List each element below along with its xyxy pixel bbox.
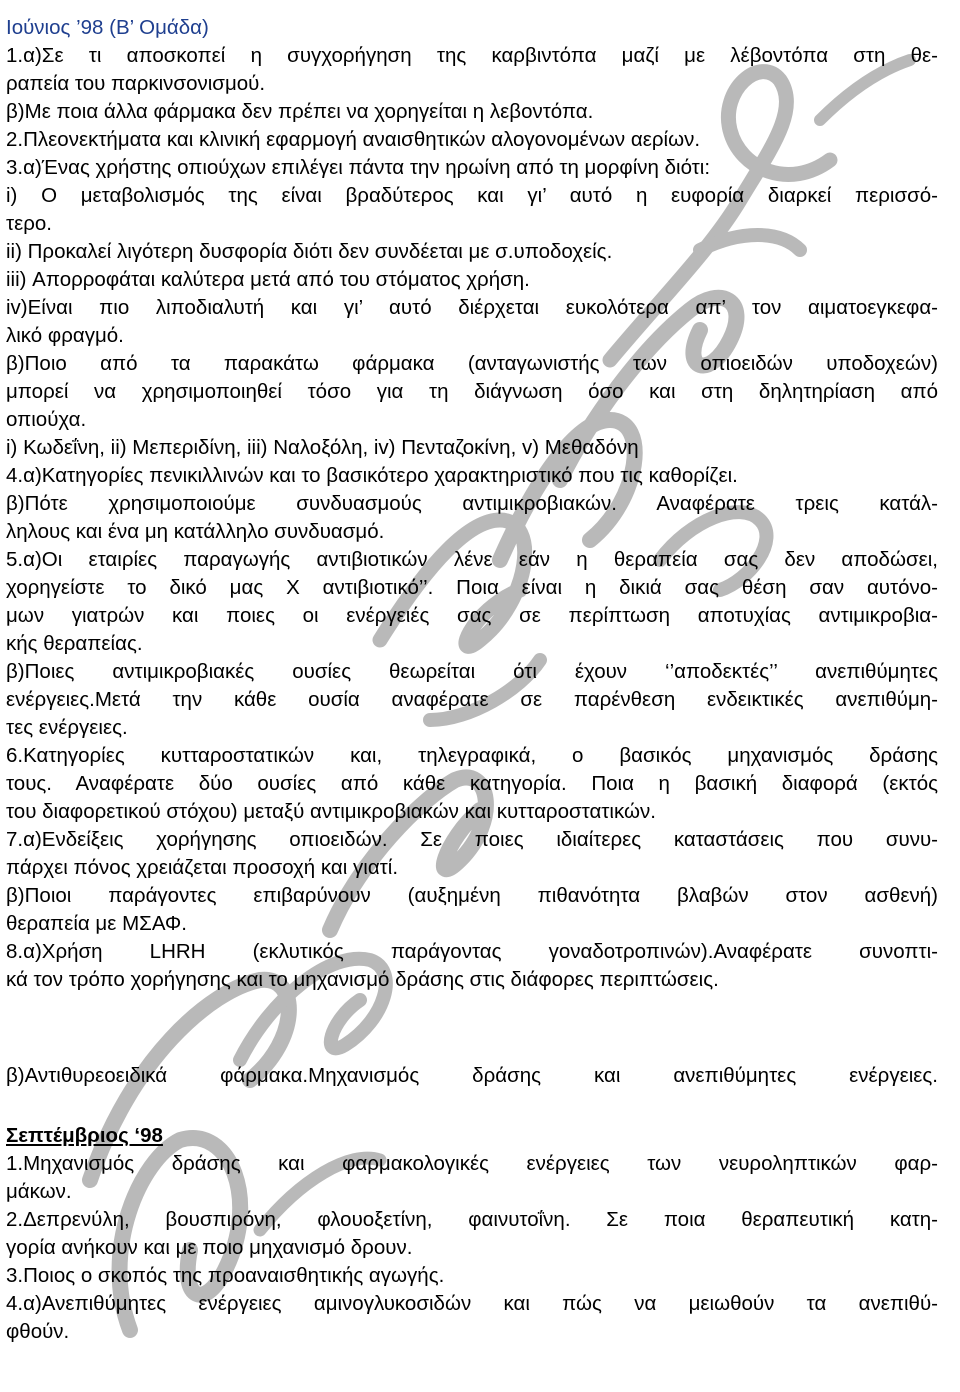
question-line: 4.α)Ανεπιθύμητες ενέργειες αμινογλυκοσιδών και πώς να μειωθούν τα ανεπιθύ-: [6, 1292, 938, 1315]
question-line: ii) Προκαλεί λιγότερη δυσφορία διότι δεν συνδέεται με σ.υποδοχείς.: [6, 240, 613, 263]
question-line: 4.α)Κατηγορίες πενικιλλινών και το βασικότερο χαρακτηριστικό που τις καθορίζει.: [6, 464, 738, 487]
question-line: χορηγείστε το δικό μας Χ αντιβιοτικό’’. Ποια είναι η δικιά σας θέση σαν αυτόνο-: [6, 576, 938, 599]
question-line: του διαφορετικού στόχου) μεταξύ αντιμικροβιακών και κυτταροστατικών.: [6, 800, 656, 823]
question-line: 5.α)Οι εταιρίες παραγωγής αντιβιοτικών λένε εάν η θεραπεία σας δεν αποδώσει,: [6, 548, 938, 571]
question-line: μάκων.: [6, 1180, 72, 1203]
question-line: β)Με ποια άλλα φάρμακα δεν πρέπει να χορηγείται η λεβοντόπα.: [6, 100, 594, 123]
question-line: iii) Απορροφάται καλύτερα μετά από του στόματος χρήση.: [6, 268, 530, 291]
question-line: γορία ανήκουν και με ποιο μηχανισμό δρουν.: [6, 1236, 413, 1259]
question-line: οπιούχα.: [6, 408, 87, 431]
question-line: ληλους και ένα μη κατάλληλο συνδυασμό.: [6, 520, 385, 543]
question-line: τους. Αναφέρατε δύο ουσίες από κάθε κατηγορία. Ποια η βασική διαφορά (εκτός: [6, 772, 938, 795]
question-line: 3.Ποιος ο σκοπός της προαναισθητικής αγωγής.: [6, 1264, 445, 1287]
question-line: 2.Δεπρενύλη, βουσπιρόνη, φλουοξετίνη, φαινυτοΐνη. Σε ποια θεραπευτική κατη-: [6, 1208, 938, 1231]
question-line: 1.Μηχανισμός δράσης και φαρμακολογικές ενέργειες των νευροληπτικών φαρ-: [6, 1152, 938, 1175]
question-line: 3.α)Ένας χρήστης οπιούχων επιλέγει πάντα την ηρωίνη από τη μορφίνη διότι:: [6, 156, 711, 179]
question-line: μπορεί να χρησιμοποιηθεί τόσο για τη διάγνωση όσο και στη δηλητηρίαση από: [6, 380, 938, 403]
question-line: 2.Πλεονεκτήματα και κλινική εφαρμογή αναισθητικών αλογονομένων αερίων.: [6, 128, 701, 151]
question-line: β)Πότε χρησιμοποιούμε συνδυασμούς αντιμικροβιακών. Αναφέρατε τρεις κατάλ-: [6, 492, 938, 515]
question-line: 6.Κατηγορίες κυτταροστατικών και, τηλεγραφικά, ο βασικός μηχανισμός δράσης: [6, 744, 938, 767]
question-line: ραπεία του παρκινσονισμού.: [6, 72, 266, 95]
question-line: i) Ο μεταβολισμός της είναι βραδύτερος και γι’ αυτό η ευφορία διαρκεί περισσό-: [6, 184, 938, 207]
question-line: μων γιατρών και ποιες οι ενέργειές σας σε περίπτωση αποτυχίας αντιμικροβια-: [6, 604, 938, 627]
section-title-june-98: Ιούνιος ’98 (Β’ Ομάδα): [6, 16, 209, 39]
question-line: iv)Είναι πιο λιποδιαλυτή και γι’ αυτό διέρχεται ευκολότερα απ’ τον αιματοεγκεφα-: [6, 296, 938, 319]
question-line: 7.α)Ενδείξεις χορήγησης οπιοειδών. Σε ποιες ιδιαίτερες καταστάσεις που συνυ-: [6, 828, 938, 851]
question-line: β)Ποιο από τα παρακάτω φάρμακα (ανταγωνιστής των οπιοειδών υποδοχεών): [6, 352, 938, 375]
question-line: λικό φραγμό.: [6, 324, 124, 347]
question-line: κά τον τρόπο χορήγησης και το μηχανισμό δράσης στις διάφορες περιπτώσεις.: [6, 968, 719, 991]
question-line: κής θεραπείας.: [6, 632, 143, 655]
question-line: β)Αντιθυρεοειδικά φάρμακα.Μηχανισμός δράσης και ανεπιθύμητες ενέργειες.: [6, 1064, 938, 1087]
question-line: 8.α)Χρήση LHRH (εκλυτικός παράγοντας γοναδοτροπινών).Αναφέρατε συνοπτι-: [6, 940, 938, 963]
question-line: τερο.: [6, 212, 52, 235]
question-line: 1.α)Σε τι αποσκοπεί η συγχορήγηση της καρβιντόπα μαζί με λέβοντόπα στη θε-: [6, 44, 938, 67]
question-line: θεραπεία με ΜΣΑΦ.: [6, 912, 187, 935]
question-line: φθούν.: [6, 1320, 70, 1343]
question-line: β)Ποιοι παράγοντες επιβαρύνουν (αυξημένη πιθανότητα βλαβών στον ασθενή): [6, 884, 938, 907]
question-line: ενέργειες.Μετά την κάθε ουσία αναφέρατε σε παρένθεση ενδεικτικές ανεπιθύμη-: [6, 688, 938, 711]
question-line: πάρχει πόνος χρειάζεται προσοχή και γιατί.: [6, 856, 399, 879]
question-line: i) Κωδεΐνη, ii) Μεπεριδίνη, iii) Ναλοξόλη, iv) Πενταζοκίνη, v) Μεθαδόνη: [6, 436, 639, 459]
section-title-september-98: Σεπτέμβριος ‘98: [6, 1124, 163, 1147]
question-line: β)Ποιες αντιμικροβιακές ουσίες θεωρείται ότι έχουν ‘’αποδεκτές’’ ανεπιθύμητες: [6, 660, 938, 683]
question-line: τες ενέργειες.: [6, 716, 128, 739]
